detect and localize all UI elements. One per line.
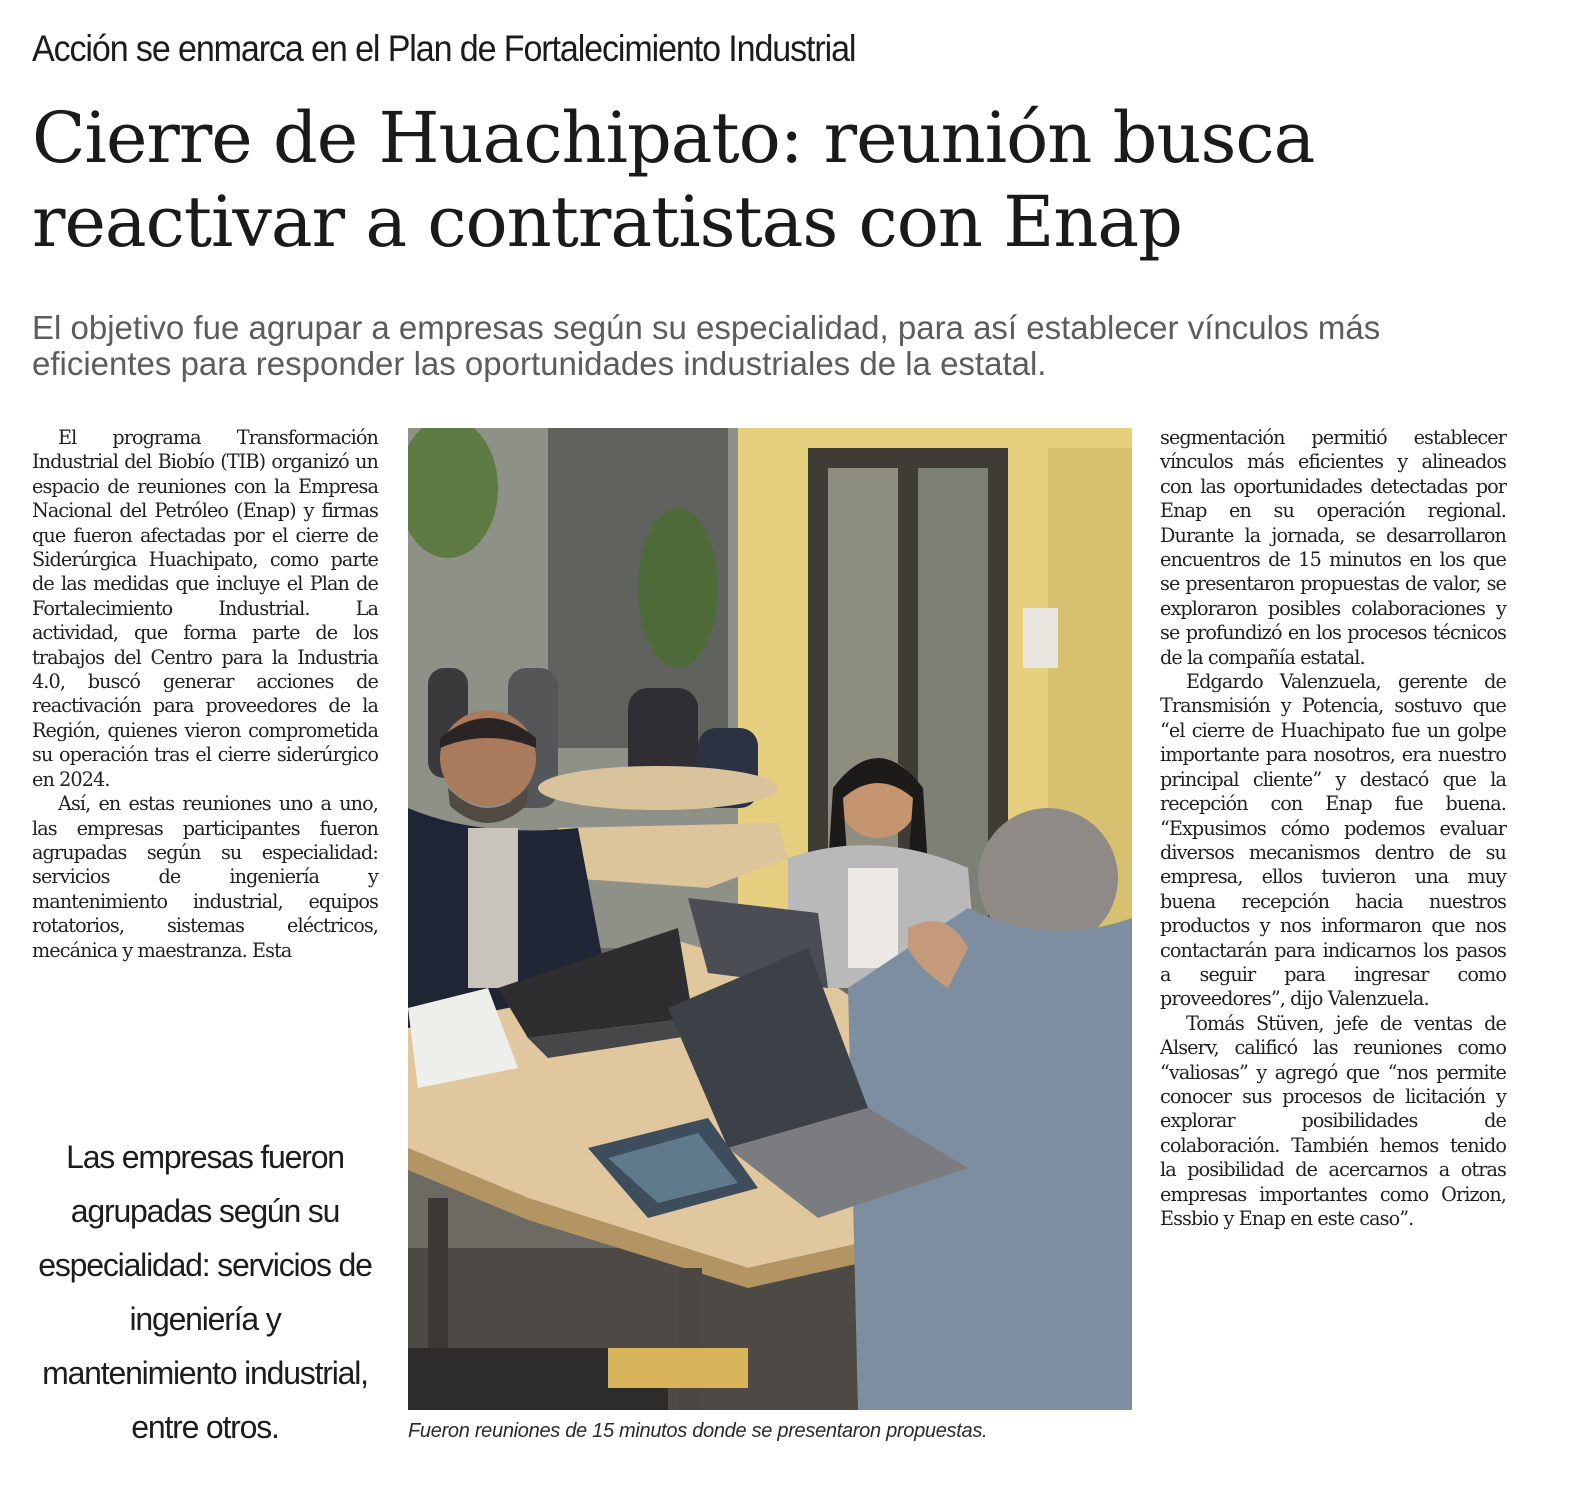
pull-quote: Las empresas fueron agrupadas según su especialidad: servicios de ingeniería y mantenimiento industrial, entre otros. bbox=[38, 1139, 372, 1445]
article-subheadline bbox=[32, 310, 1552, 382]
headline-line-2: reactivar a contratistas con Enap bbox=[32, 181, 1182, 263]
photo-caption: Fueron reuniones de 15 minutos donde se presentaron propuestas. bbox=[408, 1420, 988, 1442]
body-paragraph-4: Tomás Stüven, jefe de ventas de Alserv, calificó las reuniones como “valiosas” y agregó que “nos permite conocer sus procesos de licitación y explorar posibilidades de colaboración. También hemos tenido la posibilidad de acercarnos a otras empresas importantes como Orizon, Essbio y Enap en este caso”. bbox=[1160, 1011, 1506, 1230]
subhead-line-2: eficientes para responder las oportunidades industriales de la estatal. bbox=[32, 345, 1047, 382]
body-paragraph-1: El programa Transformación Industrial del Biobío (TIB) organizó un espacio de reuniones con la Empresa Nacional del Petróleo (Enap) y firmas que fueron afectadas por el cierre de Siderúrgica Huachipato, como parte de las medidas que incluye el Plan de Fortalecimiento Industrial. La actividad, que forma parte de los trabajos del Centro para la Industria 4.0, buscó generar acciones de reactivación para proveedores de la Región, quienes vieron comprometida su operación tras el cierre siderúrgico en 2024. bbox=[32, 426, 378, 791]
body-paragraph-2: Así, en estas reuniones uno a uno, las empresas participantes fueron agrupadas según su especialidad: servicios de ingeniería y mantenimiento industrial, equipos rotatorios, sistemas eléctricos, mecánica y maestranza. Esta bbox=[32, 792, 378, 962]
body-paragraph-2-continued: segmentación permitió establecer vínculos más eficientes y alineados con las oportunidades detectadas por Enap en su operación regional. Durante la jornada, se desarrollaron encuentros de 15 minutos en los que se presentaron propuestas de valor, se exploraron posibles colaboraciones y se profundizó en los procesos técnicos de la compañía estatal. bbox=[1160, 426, 1506, 669]
headline-line-1: Cierre de Huachipato: reunión busca bbox=[32, 97, 1315, 179]
article-kicker: Acción se enmarca en el Plan de Fortalecimiento Industrial bbox=[32, 28, 856, 69]
meeting-photo-illustration bbox=[408, 428, 1132, 1410]
body-column-left bbox=[32, 426, 378, 963]
body-column-right bbox=[1160, 426, 1506, 1231]
article-headline bbox=[32, 96, 1552, 264]
article-photo bbox=[408, 428, 1132, 1410]
subhead-line-1: El objetivo fue agrupar a empresas según su especialidad, para así establecer vínculos más bbox=[32, 309, 1381, 346]
body-paragraph-3: Edgardo Valenzuela, gerente de Transmisión y Potencia, sostuvo que “el cierre de Huachipato fue un golpe importante para nosotros, era nuestro principal cliente” y destacó que la recepción con Enap fue buena. “Expusimos cómo podemos evaluar diversos mecanismos dentro de su empresa, ellos tuvieron una muy buena recepción hacia nuestros productos y nos informaron que nos contactarán para indicarnos los pasos a seguir para ingresar como proveedores”, dijo Valenzuela. bbox=[1160, 670, 1506, 1011]
